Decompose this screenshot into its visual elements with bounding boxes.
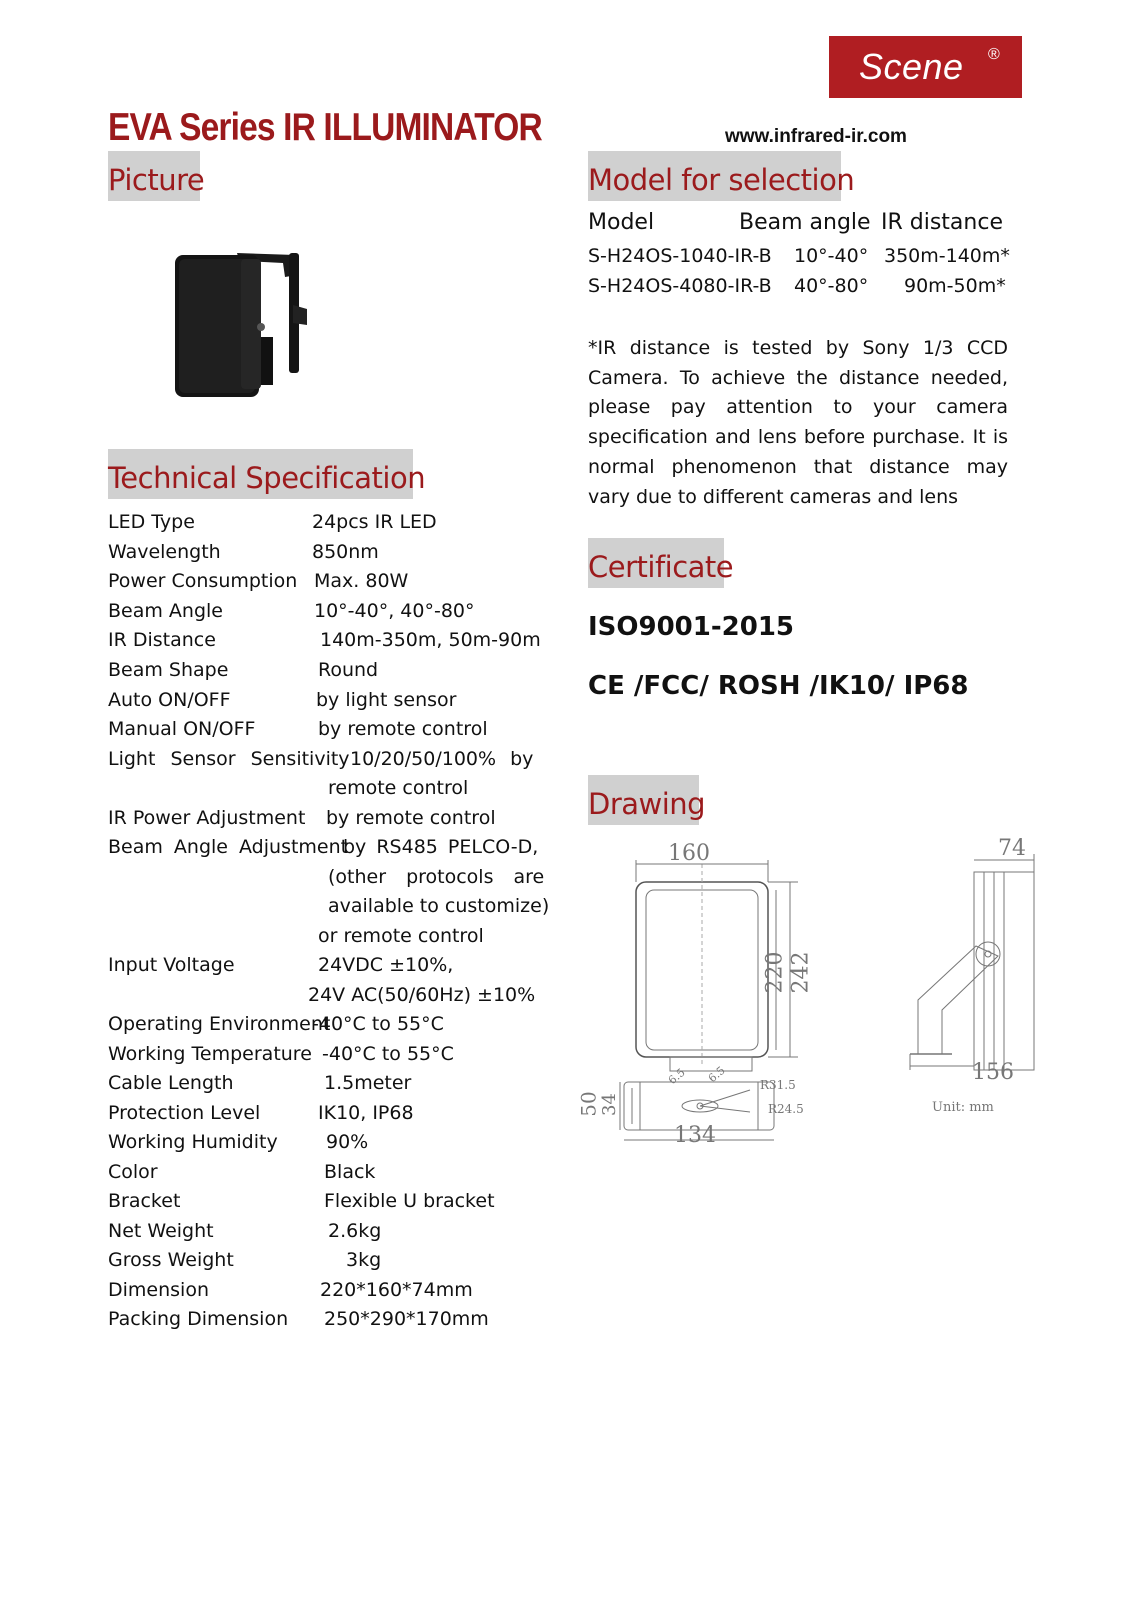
spec-label: Beam Angle Adjustment bbox=[108, 836, 349, 858]
dim-hole-2: 6.5 bbox=[705, 1063, 728, 1086]
section-certificate-header: Certificate bbox=[588, 538, 724, 588]
spec-value: by RS485 PELCO-D, bbox=[343, 836, 539, 858]
model-row-1-model: S-H24OS-1040-IR-B bbox=[588, 245, 772, 267]
dim-inner-height: 220 bbox=[762, 951, 788, 994]
spec-value: 850nm bbox=[312, 541, 379, 563]
dim-radius-outer: R31.5 bbox=[760, 1078, 796, 1092]
spec-value: remote control bbox=[328, 777, 469, 799]
spec-label: Operating Environment bbox=[108, 1013, 331, 1035]
model-header-beam: Beam angle bbox=[739, 210, 871, 235]
spec-value: 90% bbox=[326, 1131, 369, 1153]
spec-label: LED Type bbox=[108, 511, 195, 533]
spec-value: 3kg bbox=[346, 1249, 382, 1271]
product-image bbox=[175, 245, 310, 400]
technical-drawing bbox=[576, 836, 1060, 1170]
spec-value: by remote control bbox=[318, 718, 488, 740]
spec-value: Round bbox=[318, 659, 379, 681]
spec-label: Beam Shape bbox=[108, 659, 229, 681]
spec-value: 140m-350m, 50m-90m bbox=[320, 629, 541, 651]
spec-label: Wavelength bbox=[108, 541, 221, 563]
spec-value: or remote control bbox=[318, 925, 484, 947]
website-link[interactable]: www.infrared-ir.com bbox=[725, 126, 907, 147]
dim-front-width: 160 bbox=[668, 841, 710, 866]
drawing-unit: Unit: mm bbox=[932, 1100, 994, 1115]
spec-label: IR Distance bbox=[108, 629, 216, 651]
spec-value: by light sensor bbox=[316, 689, 457, 711]
spec-value: 24VDC ±10%, bbox=[318, 954, 454, 976]
dim-hole-1: 6.5 bbox=[665, 1065, 688, 1088]
section-drawing-header: Drawing bbox=[588, 775, 699, 825]
spec-label: Working Humidity bbox=[108, 1131, 278, 1153]
registered-mark: ® bbox=[988, 46, 1000, 63]
spec-value: 2.6kg bbox=[328, 1220, 382, 1242]
spec-label: Power Consumption bbox=[108, 570, 298, 592]
dim-base-length: 156 bbox=[972, 1060, 1014, 1085]
spec-value: available to customize) bbox=[328, 895, 550, 917]
spec-label: Working Temperature bbox=[108, 1043, 312, 1065]
dim-bracket-height-outer: 50 bbox=[576, 1091, 601, 1117]
spec-value: by remote control bbox=[326, 807, 496, 829]
section-model-header: Model for selection bbox=[588, 151, 841, 201]
spec-value: 24pcs IR LED bbox=[312, 511, 437, 533]
spec-value: 1.5meter bbox=[324, 1072, 412, 1094]
model-row-1-ir: 350m-140m* bbox=[884, 245, 1010, 267]
spec-label: Bracket bbox=[108, 1190, 181, 1212]
spec-value: Max. 80W bbox=[314, 570, 409, 592]
spec-value: 220*160*74mm bbox=[320, 1279, 473, 1301]
spec-label: Color bbox=[108, 1161, 158, 1183]
spec-label: Cable Length bbox=[108, 1072, 234, 1094]
spec-value: Black bbox=[324, 1161, 376, 1183]
dim-bracket-height-inner: 34 bbox=[598, 1093, 620, 1116]
spec-label: Dimension bbox=[108, 1279, 209, 1301]
section-picture-header: Picture bbox=[108, 151, 200, 201]
spec-label: Net Weight bbox=[108, 1220, 214, 1242]
model-header-model: Model bbox=[588, 210, 655, 235]
spec-label: Auto ON/OFF bbox=[108, 689, 231, 711]
model-row-1-beam: 10°-40° bbox=[794, 245, 869, 267]
spec-label: Gross Weight bbox=[108, 1249, 234, 1271]
dim-outer-height: 242 bbox=[788, 951, 814, 994]
spec-value: -40°C to 55°C bbox=[322, 1043, 454, 1065]
spec-label: Manual ON/OFF bbox=[108, 718, 256, 740]
section-technical-header: Technical Specification bbox=[108, 449, 413, 499]
spec-label: Packing Dimension bbox=[108, 1308, 289, 1330]
spec-label: IR Power Adjustment bbox=[108, 807, 306, 829]
spec-value: 24V AC(50/60Hz) ±10% bbox=[308, 984, 536, 1006]
spec-label: Light Sensor Sensitivity bbox=[108, 748, 350, 770]
dim-side-depth: 74 bbox=[998, 836, 1026, 861]
spec-value: -40°C to 55°C bbox=[312, 1013, 444, 1035]
certificate-ce: CE /FCC/ ROSH /IK10/ IP68 bbox=[588, 671, 969, 701]
logo-text: Scene bbox=[859, 46, 964, 87]
spec-label: Input Voltage bbox=[108, 954, 235, 976]
spec-value: 10/20/50/100% by bbox=[350, 748, 534, 770]
spec-value: 250*290*170mm bbox=[324, 1308, 489, 1330]
spec-value: IK10, IP68 bbox=[318, 1102, 414, 1124]
model-row-2-beam: 40°-80° bbox=[794, 275, 869, 297]
spec-value: Flexible U bracket bbox=[324, 1190, 495, 1212]
spec-label: Protection Level bbox=[108, 1102, 261, 1124]
brand-logo bbox=[829, 36, 1022, 98]
certificate-iso: ISO9001-2015 bbox=[588, 612, 795, 642]
model-header-ir: IR distance bbox=[881, 210, 1003, 235]
spec-label: Beam Angle bbox=[108, 600, 223, 622]
spec-value: 10°-40°, 40°-80° bbox=[314, 600, 475, 622]
model-row-2-ir: 90m-50m* bbox=[904, 275, 1006, 297]
dim-radius-inner: R24.5 bbox=[768, 1102, 804, 1116]
page-title: EVA Series IR ILLUMINATOR bbox=[108, 106, 542, 149]
spec-value: (other protocols are bbox=[328, 866, 545, 888]
ir-distance-note: *IR distance is tested by Sony 1/3 CCD Camera. To achieve the distance needed, please pay attention to your camera specification and lens before purchase. It is normal phenomenon that distance may vary due to different cameras and lens bbox=[588, 337, 1008, 508]
dim-bracket-width: 134 bbox=[674, 1123, 716, 1148]
model-row-2-model: S-H24OS-4080-IR-B bbox=[588, 275, 772, 297]
